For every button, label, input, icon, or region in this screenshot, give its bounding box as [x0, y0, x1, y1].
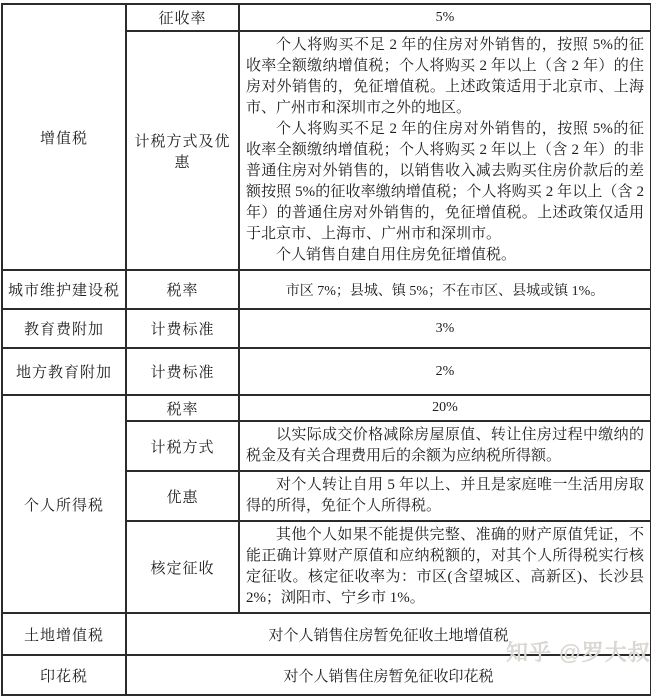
- pit-rate-value: 20%: [239, 395, 651, 421]
- pit-assessed-collection-label: 核定征收: [126, 521, 239, 613]
- pit-rate-label: 税率: [126, 395, 239, 421]
- vat-rate-label: 征收率: [126, 4, 239, 31]
- land-appreciation-value: 对个人销售住房暂免征收土地增值税: [126, 613, 651, 655]
- tax-summary-table: [1, 3, 651, 696]
- tax-category-land-appreciation: 土地增值税: [2, 613, 126, 655]
- pit-preference-content: [239, 471, 651, 521]
- table-row: [2, 655, 651, 695]
- pit-method-label: 计税方式: [126, 421, 239, 471]
- table-row: [2, 309, 651, 348]
- vat-method-label: 计税方式及优惠: [126, 31, 239, 270]
- tax-category-personal-income: 个人所得税: [2, 395, 126, 613]
- vat-rate-value: 5%: [239, 4, 651, 31]
- education-surcharge-value: 3%: [239, 309, 651, 348]
- pit-assessed-collection-content: [239, 521, 651, 613]
- pit-assessed-collection-paragraph: 其他个人如果不能提供完整、准确的财产原值凭证，不能正确计算财产原值和应纳税额的，对其个人所得税实行核定征收。核定征收率为：市区(含望城区、高新区)、长沙县 2%；浏阳市、宁乡市 1%。: [246, 527, 644, 606]
- vat-method-paragraph-1: 个人将购买不足 2 年的住房对外销售的，按照 5%的征收率全额缴纳增值税；个人将购买 2 年以上（含 2 年）的住房对外销售的，免征增值税。上述政策适用于北京市、上海市、广州市和深圳市之外的地区。: [246, 37, 644, 116]
- pit-preference-paragraph: 对个人转让自用 5 年以上、并且是家庭唯一生活用房取得的所得，免征个人所得税。: [246, 477, 644, 514]
- stamp-duty-value: 对个人销售住房暂免征收印花税: [126, 655, 651, 695]
- vat-method-paragraph-2: 个人将购买不足 2 年的住房对外销售的，按照 5%的征收率全额缴纳增值税；个人将购买 2 年以上（含 2 年）的非普通住房对外销售的，以销售收入减去购买住房价款后的差额按照 5%的征收率缴纳增值税；个人将购买 2 年以上（含 2 年）的普通住房对外销售的，免征增值税。上述政策仅适用于北京市、上海市、广州市和深圳市。: [246, 121, 644, 242]
- tax-category-vat: 增值税: [2, 4, 126, 270]
- tax-category-urban-construction: 城市维护建设税: [2, 270, 126, 309]
- table-row: [2, 395, 651, 421]
- vat-method-paragraph-3: 个人销售自建自用住房免征增值税。: [276, 247, 517, 263]
- local-education-surcharge-value: 2%: [239, 348, 651, 395]
- education-surcharge-standard-label: 计费标准: [126, 309, 239, 348]
- vat-method-content: [239, 31, 651, 270]
- urban-construction-rate-value: 市区 7%；县城、镇 5%；不在市区、县城或镇 1%。: [239, 270, 651, 309]
- table-row: [2, 348, 651, 395]
- table-row: [2, 613, 651, 655]
- zhihu-watermark: 知乎 @罗大叔: [506, 640, 651, 665]
- pit-method-paragraph: 以实际成交价格减除房屋原值、转让住房过程中缴纳的税金及有关合理费用后的余额为应纳税所得额。: [246, 427, 644, 464]
- tax-category-education-surcharge: 教育费附加: [2, 309, 126, 348]
- urban-construction-rate-label: 税率: [126, 270, 239, 309]
- tax-category-stamp-duty: 印花税: [2, 655, 126, 695]
- pit-preference-label: 优惠: [126, 471, 239, 521]
- pit-method-content: [239, 421, 651, 471]
- local-education-surcharge-standard-label: 计费标准: [126, 348, 239, 395]
- table-row: [2, 270, 651, 309]
- tax-category-local-education-surcharge: 地方教育附加: [2, 348, 126, 395]
- table-row: [2, 4, 651, 31]
